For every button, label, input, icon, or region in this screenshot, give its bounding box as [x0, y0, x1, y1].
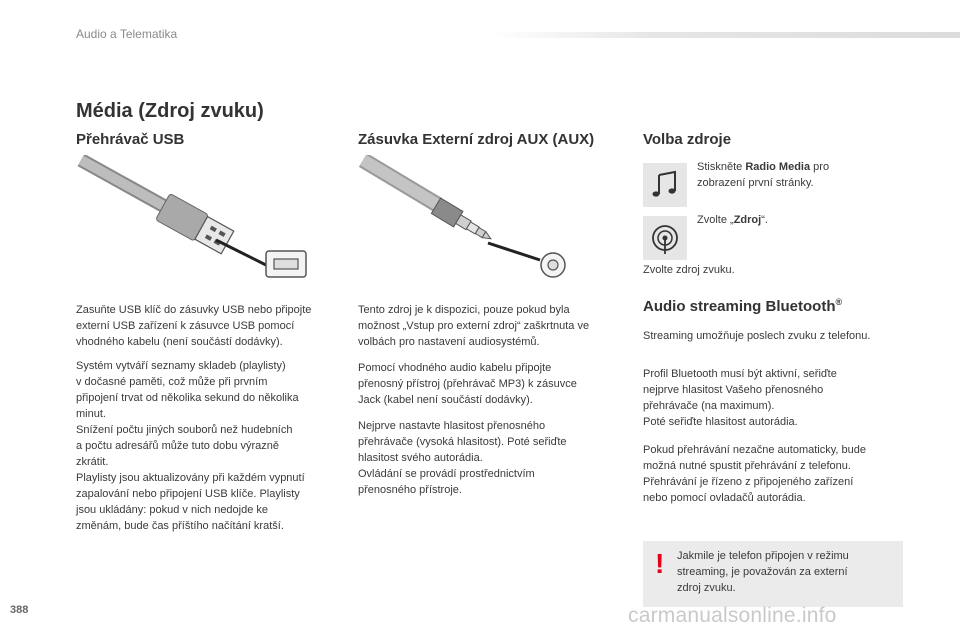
bt-paragraph-3: Pokud přehrávání nezačne automaticky, bude možná nutné spustit přehrávání z telefonu. Přehrávání je řízeno z připojeného zařízení nebo pomocí ovladačů autorádia.: [643, 444, 866, 504]
media-source-icon: [643, 216, 687, 260]
music-note-icon: [643, 163, 687, 207]
bt-paragraph-1: Streaming umožňuje poslech zvuku z telefonu.: [643, 330, 871, 342]
source-icon-box: [643, 216, 687, 260]
warning-icon: !: [655, 548, 665, 579]
usb-paragraph-1: Zasuňte USB klíč do zásuvky USB nebo připojte externí USB zařízení k zásuvce USB pomocí vhodného kabelu (není součástí dodávky).: [76, 304, 312, 348]
volba-step-3: Zvolte zdroj zvuku.: [643, 264, 735, 276]
usb-heading: Přehrávač USB: [76, 131, 185, 148]
aux-heading: Zásuvka Externí zdroj AUX (AUX): [358, 131, 595, 148]
header-section-title: Audio a Telematika: [76, 27, 178, 41]
bt-paragraph-2: Profil Bluetooth musí být aktivní, seřiďte nejprve hlasitost Vašeho přenosného přehrávače (na maximum). Poté seřiďte hlasitost autorádia.: [643, 368, 837, 428]
watermark: carmanualsonline.info: [628, 604, 837, 627]
usb-paragraph-2: Systém vytváří seznamy skladeb (playlisty) v dočasné paměti, což může při prvním připojení trvat od několika sekund do několika minut. Snížení počtu jiných souborů než hudebních a počtu adresářů může tuto dobu výrazně zkrátit. Playlisty jsou aktualizovány při každém vypnutí zapalování nebo připojení USB klíče. Playlisty jsou ukládány: pokud v nich nedojde ke změnám, bude čas příštího načítání kratší.: [76, 360, 305, 532]
page-title: Média (Zdroj zvuku): [76, 100, 264, 122]
warning-text: Jakmile je telefon připojen v režimu streaming, je považován za externí zdroj zvuku.: [677, 550, 849, 594]
header-bar: [490, 32, 960, 38]
volba-heading: Volba zdroje: [643, 131, 732, 148]
radio-media-icon-box: [643, 163, 687, 207]
aux-paragraph-3: Nejprve nastavte hlasitost přenosného přehrávače (vysoká hlasitost). Poté seřiďte hlasitost svého autorádia. Ovládání se provádí prostřednictvím přenosného přístroje.: [358, 420, 567, 496]
usb-plug-illustration: [76, 155, 316, 285]
volba-step-2: Zvolte „Zdroj“.: [697, 214, 768, 226]
volba-step-1: Stiskněte Radio Media pro zobrazení první stránky.: [697, 161, 830, 189]
aux-paragraph-2: Pomocí vhodného audio kabelu připojte přenosný přístroj (přehrávač MP3) k zásuvce Jack (kabel není součástí dodávky).: [358, 362, 577, 406]
jack-plug-illustration: [358, 155, 578, 285]
bt-heading: Audio streaming Bluetooth®: [643, 297, 843, 315]
aux-paragraph-1: Tento zdroj je k dispozici, pouze pokud byla možnost „Vstup pro externí zdroj“ zaškrtnuta ve volbách pro nastavení audiosystémů.: [358, 304, 590, 348]
page-number: 388: [10, 604, 29, 616]
